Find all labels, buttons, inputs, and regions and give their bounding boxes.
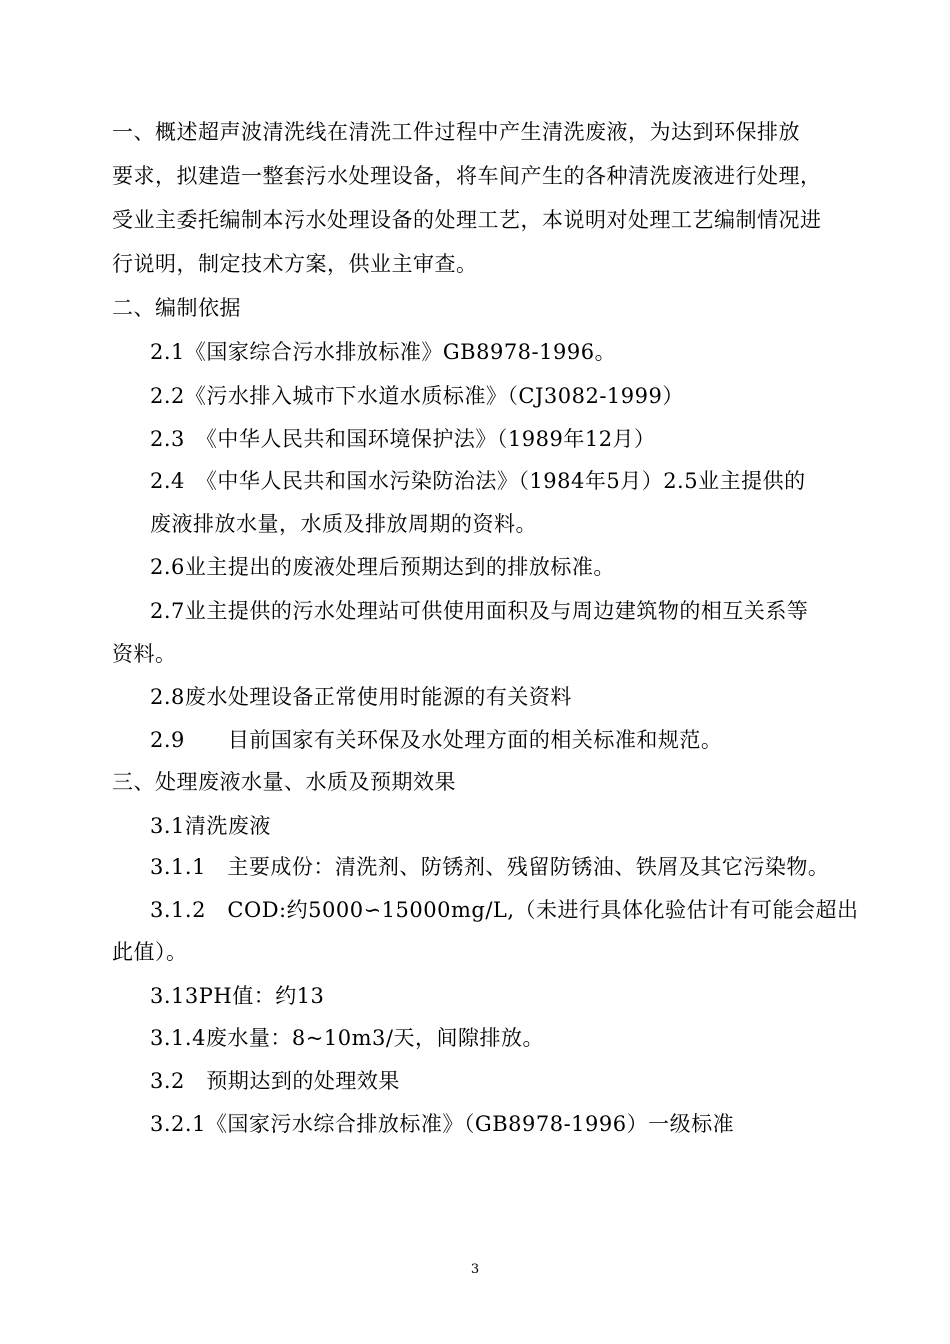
basis-item-2-6: 2.6业主提出的废液处理后预期达到的排放标准。	[150, 555, 615, 579]
subsection-3-2: 3.2 预期达到的处理效果	[150, 1069, 400, 1093]
section-heading-basis: 二、编制依据	[112, 296, 241, 320]
basis-item-2-8: 2.8废水处理设备正常使用时能源的有关资料	[150, 685, 572, 709]
item-3-1-1: 3.1.1 主要成份：清洗剂、防锈剂、残留防锈油、铁屑及其它污染物。	[150, 855, 830, 879]
subsection-3-1: 3.1清洗废液	[150, 814, 271, 838]
basis-item-2-7-continued: 资料。	[112, 642, 177, 666]
paragraph-overview-line-3: 受业主委托编制本污水处理设备的处理工艺，本说明对处理工艺编制情况进	[112, 208, 822, 232]
paragraph-overview-line-2: 要求，拟建造一整套污水处理设备，将车间产生的各种清洗废液进行处理，	[112, 164, 822, 188]
basis-item-2-4: 2.4 《中华人民共和国水污染防治法》（1984年5月）2.5业主提供的	[150, 469, 806, 493]
basis-item-2-9: 2.9 目前国家有关环保及水处理方面的相关标准和规范。	[150, 728, 723, 752]
page-number: 3	[470, 1262, 480, 1277]
basis-item-2-5-continued: 废液排放水量，水质及排放周期的资料。	[150, 512, 537, 536]
item-3-2-1: 3.2.1《国家污水综合排放标准》（GB8978-1996）一级标准	[150, 1112, 735, 1136]
paragraph-overview-line-4: 行说明，制定技术方案，供业主审查。	[112, 252, 478, 276]
item-3-1-2: 3.1.2 COD:约5000∽15000mg/L,（未进行具体化验估计有可能会超出	[150, 898, 859, 922]
item-3-1-3: 3.13PH值：约13	[150, 984, 325, 1008]
paragraph-overview-line-1: 一、概述超声波清洗线在清洗工件过程中产生清洗废液，为达到环保排放	[112, 120, 800, 144]
basis-item-2-3: 2.3 《中华人民共和国环境保护法》（1989年12月）	[150, 427, 656, 451]
section-heading-wastewater: 三、处理废液水量、水质及预期效果	[112, 770, 456, 794]
basis-item-2-1: 2.1《国家综合污水排放标准》GB8978-1996。	[150, 340, 617, 364]
item-3-1-4: 3.1.4废水量：8~10m3/天，间隙排放。	[150, 1026, 544, 1050]
item-3-1-2-continued: 此值）。	[112, 940, 188, 964]
basis-item-2-7: 2.7业主提供的污水处理站可供使用面积及与周边建筑物的相互关系等	[150, 599, 809, 623]
basis-item-2-2: 2.2《污水排入城市下水道水质标准》（CJ3082-1999）	[150, 384, 684, 408]
